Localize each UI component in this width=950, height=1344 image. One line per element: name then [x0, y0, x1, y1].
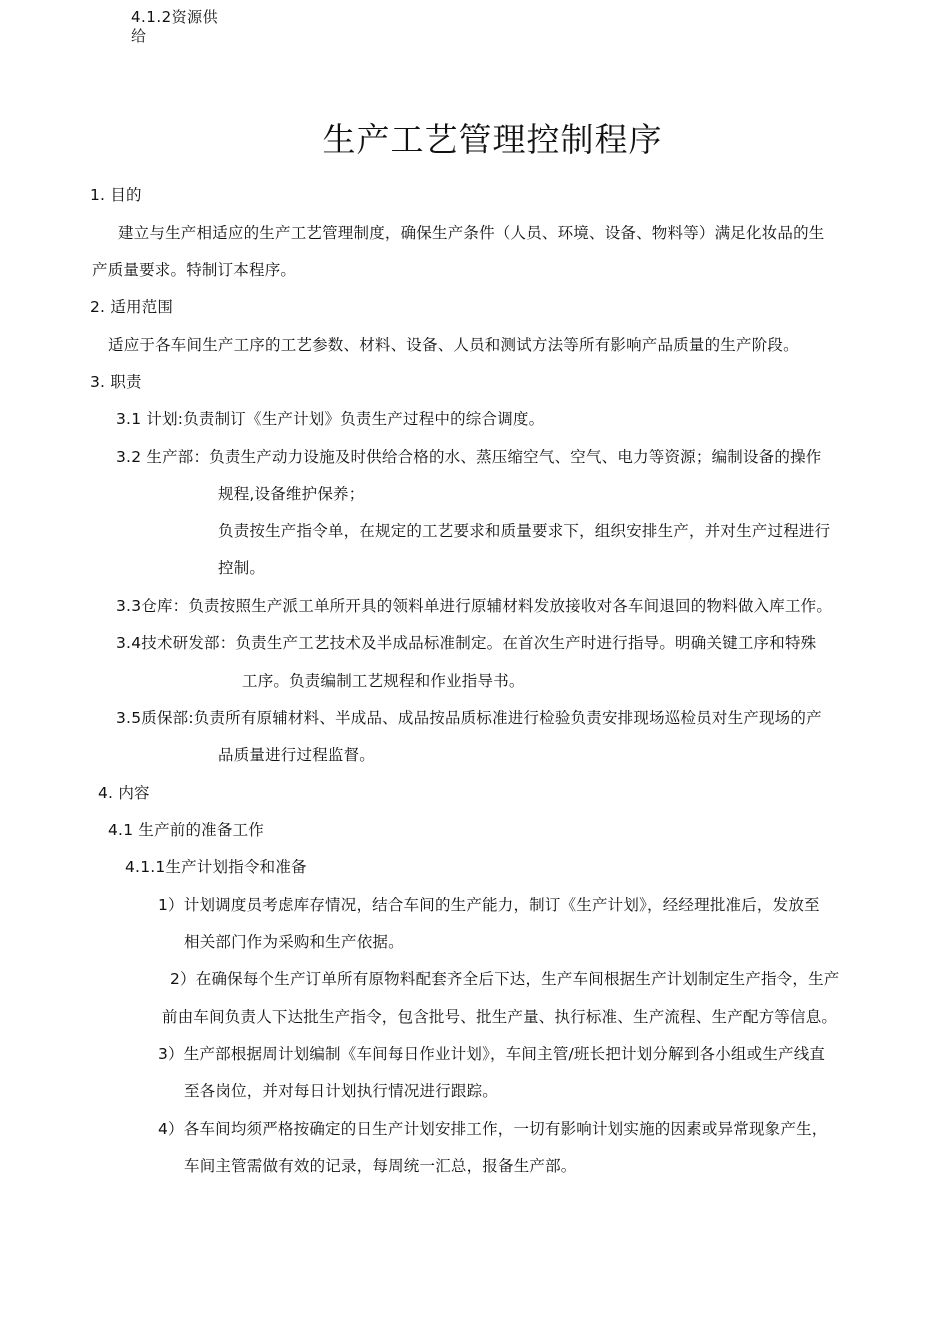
header-note-line: 给	[131, 27, 147, 45]
list-item-line: 3）生产部根据周计划编制《车间每日作业计划》，车间主管/班长把计划分解到各小组或生产线直	[158, 1045, 826, 1063]
subsection-heading: 4.1 生产前的准备工作	[108, 821, 264, 839]
list-item-line: 3.5质保部:负责所有原辅材料、半成品、成品按品质标准进行检验负责安排现场巡检员对生产现场的产	[116, 709, 822, 727]
list-item-line: 1）计划调度员考虑库存情况，结合车间的生产能力，制订《生产计划》，经经理批准后，发放至	[158, 896, 820, 914]
list-item-line: 工序。负责编制工艺规程和作业指导书。	[242, 672, 525, 690]
section-heading: 2. 适用范围	[90, 298, 174, 316]
list-item-line: 至各岗位，并对每日计划执行情况进行跟踪。	[184, 1082, 499, 1100]
paragraph-line: 建立与生产相适应的生产工艺管理制度，确保生产条件（人员、环境、设备、物料等）满足化妆品的生	[118, 224, 825, 242]
list-item-line: 3.4技术研发部：负责生产工艺技术及半成品标准制定。在首次生产时进行指导。明确关键工序和特殊	[116, 634, 817, 652]
list-item-line: 负责按生产指令单，在规定的工艺要求和质量要求下，组织安排生产，并对生产过程进行	[218, 522, 831, 540]
paragraph-line: 产质量要求。特制订本程序。	[92, 261, 297, 279]
list-item-line: 相关部门作为采购和生产依据。	[184, 933, 404, 951]
section-heading: 3. 职责	[90, 373, 142, 391]
list-item-line: 3.1 计划:负责制订《生产计划》负责生产过程中的综合调度。	[116, 410, 545, 428]
subsubsection-heading: 4.1.1生产计划指令和准备	[125, 858, 307, 876]
list-item-line: 品质量进行过程监督。	[218, 746, 376, 764]
section-heading: 1. 目的	[90, 186, 142, 204]
list-item-line: 2）在确保每个生产订单所有原物料配套齐全后下达，生产车间根据生产计划制定生产指令，生产	[170, 970, 840, 988]
header-note-line: 4.1.2资源供	[131, 8, 219, 26]
list-item-line: 3.3仓库：负责按照生产派工单所开具的领料单进行原辅材料发放接收对各车间退回的物料做入库工作。	[116, 597, 833, 615]
list-item-line: 前由车间负责人下达批生产指令，包含批号、批生产量、执行标准、生产流程、生产配方等信息。	[162, 1008, 838, 1026]
list-item-line: 车间主管需做有效的记录，每周统一汇总，报备生产部。	[184, 1157, 577, 1175]
list-item-line: 规程,设备维护保养；	[218, 485, 365, 503]
section-heading: 4. 内容	[98, 784, 150, 802]
paragraph-line: 适应于各车间生产工序的工艺参数、材料、设备、人员和测试方法等所有影响产品质量的生产阶段。	[108, 336, 799, 354]
list-item-line: 控制。	[218, 559, 266, 577]
list-item-line: 3.2 生产部：负责生产动力设施及时供给合格的水、蒸压缩空气、空气、电力等资源；编制设备的操作	[116, 448, 822, 466]
document-title: 生产工艺管理控制程序	[322, 120, 663, 159]
list-item-line: 4）各车间均须严格按确定的日生产计划安排工作，一切有影响计划实施的因素或异常现象产生，	[158, 1120, 828, 1138]
